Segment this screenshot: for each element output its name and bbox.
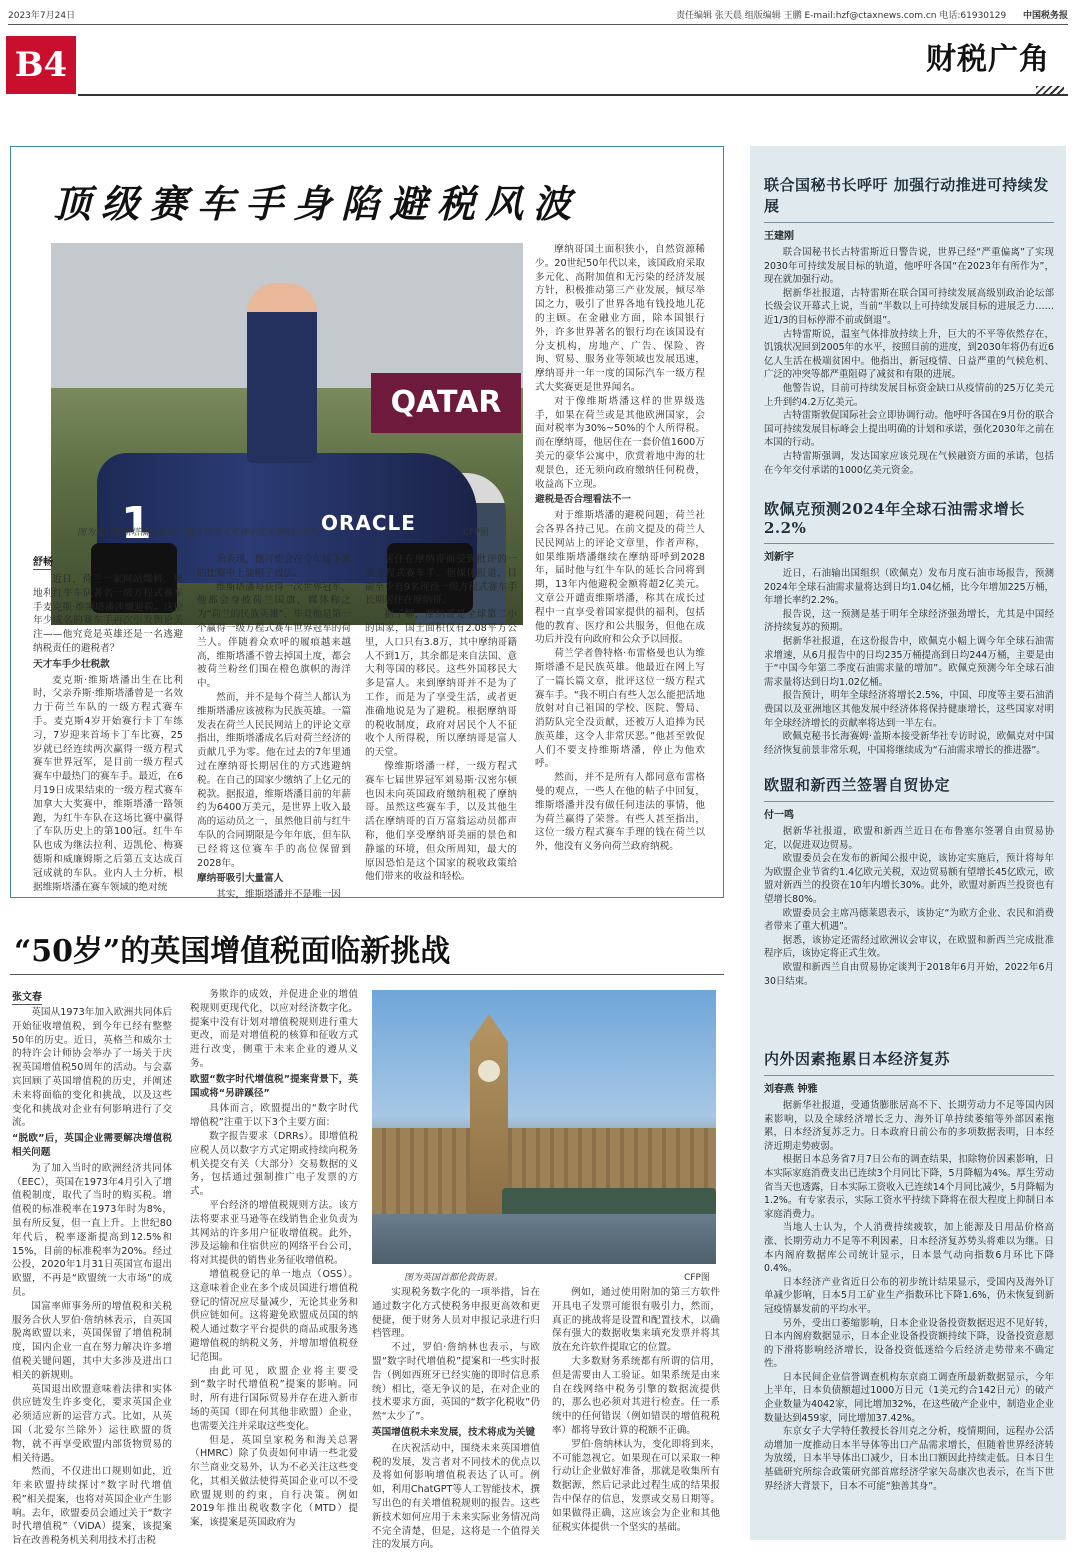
paragraph: 国富率师事务所的增值税和关税服务合伙人罗伯·詹纳林表示，自英国脱离欧盟以来，英国保留了增值税制度，国内企业一直在努力解决许多增值税关键问题，其中大多涉及进出口相关的新规则。 [12, 1300, 172, 1381]
lower-article-byline: 张文春 [12, 988, 42, 1005]
paragraph: 增值税登记的单一地点（OSS）。这意味着企业在多个成员国进行增值税登记的情况应尽量减少，无论其业务和供应链如何。这将避免欧盟成员国的纳税人通过数字平台提供的商品或服务逃避增值税的纳税义务，并增加增值税登记范围。 [190, 1268, 358, 1363]
sidebar-item-byline: 王建刚 [764, 231, 794, 242]
sidebar-item-eu-nz-fta [764, 774, 1054, 1034]
paragraph: 不过，罗伯·詹纳林也表示，与欧盟“数字时代增值税”提案和一些实时报告（例如西班牙已经实施的即时信息系统）相比，毫无争议的是，在对企业的技术要求方面，英国的“数字化税收”仍然“太少了”。 [372, 1342, 540, 1423]
lower-article-column-1 [12, 1006, 172, 1547]
sidebar-item-byline: 付一鸣 [764, 810, 794, 821]
paragraph: 维斯塔潘每获得一次世界冠军，他都会身披荷兰国旗，媒体称之为“荷兰的民族英雄”，毕竟他是第一个赢得一级方程式赛车世界冠军的荷兰人。伴随着众欢呼的履痕越来越高，维斯塔潘不曾去掉国土度，都会被荷兰粉丝们围在橙色旗帜的海洋中。 [197, 581, 351, 690]
paragraph: 居住在摩纳哥而受到批评的一级方程式赛车手。据媒体报道，目前至少有9名现役一级方程式赛车手长期居住在摩纳哥。 [365, 554, 517, 607]
photo-driver [247, 283, 317, 463]
paragraph: 然而，并不是所有人都同意布雷格曼的观点，一些人在他的帖子中回复，维斯塔潘并没有做任何违法的事情，他为荷兰赢得了荣誉。有些人甚至指出，这位一级方程式赛车手理的钱在荷兰以外，他没有义务向荷兰政府纳税。 [535, 772, 705, 853]
sidebar-item-title: 联合国秘书长呼吁 加强行动推进可持续发展 [764, 176, 1049, 215]
paragraph: 东京女子大学特任教授长谷川克之分析，疫情期间，远程办公活动增加一度推动日本半导体等出口产品需求增长，但随着世界经济转为放缓，日本半导体出口减少，日本出口额因此持续走低。日本日生基础研究所综合政策研究部首席经济学家矢岛康次也表示，在当下世界经济大背景下，日本不可能“独善其身”。 [764, 1426, 1054, 1492]
paragraph: 英国从1973年加入欧洲共同体后开始征收增值税，到今年已经有整整50年的历史。近日，英格兰和威尔士的特许会计师协会举办了一场关于庆祝英国增值税50周年的活动。与会嘉宾回顾了英国增值税的历史，并阐述未来将面临的变化和挑战，以及这些变化和挑战对企业有何影响进行了交流。 [12, 1007, 172, 1129]
paragraph: 他警告说，目前可持续发展目标资金缺口从疫情前的25万亿美元上升到约4.2万亿美元。 [764, 382, 1054, 408]
paragraph: 摩纳哥国土面积狭小，自然资源稀少。20世纪50年代以来，该国政府采取多元化、高附加值和无污染的经济发展方针，积极推动第三产业发展，倾尽举国之力，吸引了世界各地有钱投地儿花的主顾。在金融业方面，除本国银行外，许多世界著名的银行均在该国设有分支机构，房地产、广告、保险、咨询、贸易、服务业等领域也发展迅速，摩纳哥并一年一度的国际汽车一级方程式大奖赛更是世界闻名。 [535, 244, 705, 393]
sidebar-item-byline: 刘新宇 [764, 552, 794, 563]
photo-bridge [502, 1188, 716, 1216]
lower-article-rule [10, 974, 724, 975]
subheading: 摩纳哥吸引大量富人 [197, 873, 284, 885]
lower-article-column-4 [552, 1286, 720, 1542]
sidebar-item-body [764, 567, 1054, 783]
paragraph: 古特雷斯敦促国际社会立即协调行动。他呼吁各国在9月份的联合国可持续发展目标峰会上提出明确的计划和承诺，强化2030年之前在本国的行动。 [764, 410, 1054, 449]
sidebar-item-byline: 刘春燕 钟雅 [764, 1084, 818, 1095]
paragraph: 日本经济产业省近日公布的初步统计结果显示，受国内及海外订单减少影响，日本5月工矿业生产指数环比下降1.6%，仍未恢复到新冠疫情暴发前的平均水平。 [764, 1276, 1054, 1315]
paragraph: 古特雷斯强调，发达国家应该兑现在气候融资方面的承诺，包括在今年交付承诺的1000亿美元资金。 [764, 450, 1054, 476]
paragraph: 欧盟和新西兰自由贸易协定谈判于2018年6月开始，2022年6月30日结束。 [764, 961, 1054, 987]
sidebar-item-title: 内外因素拖累日本经济复苏 [764, 1050, 951, 1068]
paragraph: 麦克斯·维斯塔潘出生在比利时，父亲乔斯·维斯塔潘曾是一名效力于荷兰车队的一级方程式赛车手。麦克斯4岁开始赛行卡丁车练习，7岁迎来首场卡丁车比赛，25岁就已经连续两次赢得一级方程式赛车世界冠军，是目前一级方程式赛车中最热门的赛车手。最近，在6月19日成果结束的一级方程式赛车加拿大大奖赛中，维斯塔潘一路领跑，为红牛车队在这场比赛中赢得了车队历史上的第100冠。红牛车队也成为继法拉利、迈凯伦、梅赛德斯和威廉姆斯之后第五支达成百冠成就的车队。业内人士分析，根据维斯塔潘在赛车领域的绝对统 [33, 674, 184, 893]
main-article-byline: 舒畅 [33, 553, 53, 570]
paragraph: 当地人士认为，个人消费持续疲软，加上能源及日用品价格高涨、长期劳动力不足等不利因素，日本经济复苏势头将难以为继。日本内阁府数据库公司统计显示，日本景气动向指数6月环比下降0.4%。 [764, 1222, 1054, 1275]
paragraph: 例如，通过使用附加的第三方软件开具电子发票可能很有吸引力，然而，真正的挑战将是设置和配置技术，以确保有强大的数据收集来填充发票并将其放在允许软件提取它的位置。 [552, 1287, 720, 1354]
page-header [8, 8, 1068, 22]
main-article-column-4 [535, 243, 705, 893]
sidebar-item-japan-economy [764, 1048, 1054, 1532]
paragraph: 对于像维斯塔潘这样的世界级选手，如果在荷兰或是其他欧洲国家，会面对税率为30%~50%的个人所得税。而在摩纳哥，他居住在一套价值1600万美元的豪华公寓中，欣赏着地中海的壮观景色，还无须向政府缴纳任何税费，收益高下立现。 [535, 395, 705, 490]
paragraph: 据新华社报道，在这份报告中，欧佩克小幅上调今年全球石油需求增速，从6月报告中的日均235万桶提高到日均244万桶，主要是由于“中国今年第二季度石油需求量的增加”。欧佩克预测今年全球石油需求量将达到日均1.02亿桶。 [764, 635, 1054, 688]
paragraph: 为了加入当时的欧洲经济共同体（EEC），英国在1973年4月引入了增值税制度，取代了当时的购买税。增值税的标准税率在1973年时为8%，虽有所反复，但一直上升。上世纪80年代后，税率逐渐提高到12.5%和15%，目前的标准税率为20%。经过公投，2020年1月31日英国宣布退出欧盟，不再是“欧盟统一大市场”的成员。 [12, 1162, 172, 1298]
paragraph: 大多数财务系统都有所谓的信用，但是需要由人工验证。如果系统是由来自在线网络中税务引擎的数据流提供的，那么也必须对其进行检查。任一系统中的任何错误（例如错误的增值税税率）都将导致计算的税额不正确。 [552, 1355, 720, 1436]
paragraph: 但是，英国皇家税务和海关总署（HMRC）除了负责如何申请一些北爱尔兰商业交易外，认为不必关注这些变化，其相关做法使得英国企业可以不受欧盟规则的约束，自行决策。例如2019年推出税收数字化（MTD）提案，该提案是英国政府为 [190, 1434, 358, 1529]
sidebar-item-title: 欧盟和新西兰签署自贸协定 [764, 776, 951, 794]
subheading: “脱欧”后，英国企业需要解决增值税相关问题 [12, 1133, 172, 1158]
paragraph: 平台经济的增值税规则方法。该方法将要求亚马逊等在线销售企业负责为其网站的许多用户征收增值税。此外，涉及运输和住宿供应的网络平台公司，将对其提供的销售业务征收增值税。 [190, 1199, 358, 1267]
photo-river [372, 1214, 716, 1264]
paragraph: 近日，石油输出国组织（欧佩克）发布月度石油市场报告，预测2024年全球石油需求量将达到日均1.04亿桶，比今年增加225万桶，年增长率约2.2%。 [764, 568, 1054, 607]
section-rule [78, 94, 1068, 96]
issue-date: 2023年7月24日 [8, 11, 76, 21]
photo-clock-tower [470, 1014, 508, 1214]
lower-article-column-2 [190, 988, 358, 1542]
sidebar-item-rule [764, 222, 1054, 223]
paragraph: 荷兰学者鲁特格·布雷格曼也认为维斯塔潘不是民族英雄。他最近在网上写了一篇长篇文章，批评这位一级方程式赛车手。“我不明白有些人怎么能把活地放射对自己祖国的学校、医院、警局、消防队完全没贡献，还被万人追捧为民族英雄，这令人非常厌恶。”他甚至敦促人们不要支持维斯塔潘，停止为他欢呼。 [535, 648, 705, 770]
paragraph: 据了解，摩纳哥是全球第二小的国家，国土面积仅有2.08平方公里，人口只有3.8万，其中摩纳哥籍人不到1万，其余都是来自法国、意大利等国的移民。这些外国移民大多是富人。来到摩纳哥并不是为了工作，而是为了享受生活，或者更准确地说是为了避税。根据摩纳哥的税收制度，政府对居民个人不征收个人所得税，所以摩纳哥是富人的天堂。 [365, 609, 517, 759]
news-sidebar [750, 146, 1066, 1540]
header-rule [8, 24, 1068, 25]
publication-name: 中国税务报 [1022, 11, 1068, 21]
sidebar-item-body [764, 825, 1054, 1039]
paragraph: 据新华社报道，欧盟和新西兰近日在布鲁塞尔签署自由贸易协定，以促进双边贸易。 [764, 826, 1054, 851]
main-article-title: 顶级赛车手身陷避税风波 [53, 181, 582, 226]
main-photo-caption: 图为近日维斯塔潘在英国一级方程式大奖赛中迎来第6站夺冠。 [77, 528, 326, 538]
paragraph: 据新华社报道，受通货膨胀居高不下、长期劳动力不足等国内因素影响，以及全球经济增长乏力、海外订单持续萎缩等外部因素拖累，日本经济复苏乏力。日本政府日前公布的多项数据表明，日本经济近期走势疲弱。 [764, 1100, 1054, 1152]
paragraph: 对于维斯塔潘的避税问题，荷兰社会各界各持己见。在前文提及的荷兰人民民网站上的评论文章里，作者声称，如果维斯塔潘继续在摩纳哥呼到2028年，届时他与红牛车队的延长合同将到期，13年内他避税金额将超2亿美元。文章公开谴责维斯塔潘，称其在成长过程中一直享受着国家提供的福利，包括他的教育、医疗和公共服务，但他在成功后并没有向政府和公众予以回报。 [535, 510, 705, 646]
paragraph: 古特雷斯说，温室气体排放持续上升，巨大的不平等依然存在，饥饿状况回到2005年的水平，按照目前的进度，到2030年将仍有近6亿人生活在极端贫困中。他指出，新冠疫情、日益严重的气候危机、广泛的冲突等都严重阻碍了减贫和有限的进展。 [764, 328, 1054, 381]
photo-clock-face [478, 1060, 500, 1082]
paragraph: 像维斯塔潘一样，一级方程式赛车七届世界冠军刘易斯·汉密尔顿也因未向英国政府缴纳租税了摩纳哥。虽然这些赛车手，以及其他生活在摩纳哥的百万富翁运动员都声称，他们享受摩纳哥美丽的景色和静谧的环境，但众所周知，最大的原因恐怕是这个国家的税收政策给他们带来的收益和轻松。 [365, 760, 517, 883]
paragraph: 日本民间企业信誉调查机构东京商工调查所最新数据显示，今年上半年，日本负债额超过1000万日元（1美元约合142日元）的破产企业数量为4042家，同比增加32%，在这些破产企业中，制造业企业数量达到459家，同比增加37.42%。 [764, 1371, 1054, 1424]
lower-photo-credit: CFP图 [684, 1273, 710, 1283]
photo-car-brand: ORACLE [321, 511, 416, 535]
photo-car-number: 1 [121, 498, 152, 549]
paragraph: 实现税务数字化的一项举措，旨在通过数字化方式使税务申报更高效和更便捷，便于财务人员对申报记录进行归档管理。 [372, 1287, 540, 1340]
subheading: 英国增值税未来发展，技术将成为关键 [372, 1426, 536, 1438]
sidebar-item-rule [764, 801, 1054, 802]
paragraph: 由此可见，欧盟企业将主要受到“数字时代增值税”提案的影响。同时，所有进行国际贸易并存在进入新市场的英国（即在何其他非欧盟）企业，也需要关注并采取这些变化。 [190, 1365, 358, 1432]
paragraph: 然而，并不是每个荷兰人都认为维斯塔潘应该被称为民族英雄。一篇发表在荷兰人民民网站上的评论文章指出，维斯塔潘成名后对荷兰经济的贡献几乎为零。他在过去的7年里通过在摩纳哥长期居住的方式逃避纳税。在自己的国家少缴纳了上亿元的税款。据报道，维斯塔潘目前的年薪约为6400万美元，是世界上收入最高的运动员之一，虽然他目前与红牛车队的合同期限是今年年底，但车队已经将这位赛车手的高位保留到2028年。 [197, 691, 351, 869]
paragraph: 务欺诈的成效，并促进企业的增值税规则更现代化，以应对经济数字化。提案中没有计划对增值税规则进行重大更改，而是对增值税的核算和征收方式进行改变，侧重于未来企业的遵从义务。 [190, 989, 358, 1069]
paragraph: 近日，荷兰一家网站爆料，奥地利红牛车队著名一级方程式赛车手麦克斯·维斯塔潘涉嫌避税。这位年少成名的赛车手再次引发舆论关注——他究竟是英雄还是一名逃避纳税责任的避税者？ [33, 574, 183, 654]
editor-info: 责任编辑 张天晨 组版编辑 王鹏 E-mail:hzf@ctaxnews.com.cn 电话:61930129 [676, 11, 1007, 21]
paragraph: 英国退出欧盟意味着法律和实体供应链发生许多变化，要求英国企业必须适应新的运营方式。比如，从英国（北爱尔兰除外）运往欧盟的货物，就不再享受欧盟内部货物贸易的相关待遇。 [12, 1383, 172, 1464]
paragraph: 治表现，他可能会在今年接下来的比赛中上演帽子戏法。 [197, 554, 351, 579]
paragraph: 欧盟委员会主席冯德莱恩表示，该协定“为欧方企业、农民和消费者带来了重大机遇”。 [764, 907, 1054, 933]
sidebar-item-opec-forecast [764, 498, 1054, 760]
paragraph: 在庆祝活动中，围绕未来英国增值税的发展，发言者对不同技术的优点以及将如何影响增值税表达了认可。例如，利用ChatGPT等人工智能技术，撰写出色的有关增值税规则的报告。这些新技术如何应用于未来实际业务情况尚不完全清楚，但是，这将是一个值得关注的发展方向。 [372, 1442, 540, 1551]
main-article-column-1 [33, 573, 183, 893]
paragraph: 据新华社报道，古特雷斯在联合国可持续发展高级别政治论坛部长级会议开幕式上说，当前“半数以上可持续发展目标的进展乏力……近1/3的目标停滞不前或倒退”。 [764, 287, 1054, 326]
paragraph: 报告预计，明年全球经济将增长2.5%，中国、印度等主要石油消费国以及亚洲地区其他发展中经济体将保持健康增长，这些国家对明年全球经济增长的贡献率将达到一半左右。 [764, 690, 1054, 729]
paragraph: 欧佩克秘书长海赛姆·盖斯本接受新华社专访时说，欧佩克对中国经济恢复前景非常乐观，中国将继续成为“石油需求增长的推进器”。 [764, 731, 1054, 756]
paragraph: 具体而言，欧盟提出的“数字时代增值税”注重于以下3个主要方面： [190, 1103, 358, 1129]
paragraph: 数字报告要求（DRRs）。即增值税应税人员以数字方式定期或持续向税务机关提交有关（大部分）交易数据的义务，包括通过强制推广电子发票的方式。 [190, 1130, 358, 1198]
lower-photo-caption: 图为英国首都伦敦街景。 [404, 1273, 504, 1283]
paragraph: 另外，受出口萎缩影响，日本企业设备投资数据迟迟不见好转，日本内阁府数据显示，日本企业设备投资额持续下降，设备投资意愿的下滑将影响经济增长，设备投资低迷给今后经济走势带来不确定性。 [764, 1317, 1054, 1370]
paragraph: 据悉，该协定还需经过欧洲议会审议，在欧盟和新西兰完成批准程序后，该协定将正式生效。 [764, 934, 1054, 960]
paragraph: 欧盟委员会在发布的新闻公报中说，该协定实施后，预计将每年为欧盟企业节省约1.4亿欧元关税，双边贸易额有望增长45亿欧元，欧盟对新西兰的投资在10年内增长30%。此外，欧盟对新西兰投资也有望增长80%。 [764, 853, 1054, 905]
sidebar-item-title: 欧佩克预测2024年全球石油需求增长2.2% [764, 500, 1025, 537]
paragraph: 其实，维斯塔潘并不是唯一因 [216, 889, 341, 901]
main-article-column-2 [197, 553, 351, 901]
main-article-column-3 [365, 553, 517, 893]
photo-sponsor-sign: QATAR [371, 373, 521, 433]
lower-article-title: “50岁”的英国增值税面临新挑战 [14, 934, 451, 969]
subheading: 天才车手少壮税款 [33, 658, 110, 670]
paragraph: 然而，不仅进出口规则如此，近年来欧盟持续探讨“数字时代增值税”相关提案，也将对英国企业产生影响。去年，欧盟委员会通过关于“数字时代增值税”（ViDA）提案，该提案旨在改善税务机关利用技术打击税 [12, 1466, 172, 1547]
page-number-badge: B4 [6, 36, 76, 94]
subheading: 欧盟“数字时代增值税”提案背景下，英国或将“另辟蹊径” [190, 1073, 358, 1099]
paragraph: 根据日本总务省7月7日公布的调查结果，扣除物价因素影响，日本实际家庭消费支出已连续3个月同比下降，5月降幅为4%。厚生劳动省当天也透露，日本实际工资收入已连续14个月同比减少，5月降幅为1.2%。有专家表示，实际工资水平持续下降将在很大程度上抑制日本家庭消费力。 [764, 1154, 1054, 1220]
paragraph: 报告说，这一预测是基于明年全球经济强劲增长，尤其是中国经济持续复苏的预期。 [764, 608, 1054, 634]
london-photo [372, 990, 716, 1264]
main-photo-credit: CFP图 [463, 528, 489, 538]
subheading: 避税是否合理看法不一 [535, 494, 631, 506]
sidebar-item-rule [764, 543, 1054, 544]
sidebar-item-body [764, 1099, 1054, 1537]
lower-article-column-3 [372, 1286, 540, 1551]
section-hatch-decoration [1036, 86, 1064, 96]
main-article-box [10, 146, 724, 901]
sidebar-item-body [764, 246, 1054, 518]
sidebar-item-rule [764, 1075, 1054, 1076]
paragraph: 联合国秘书长古特雷斯近日警告说，世界已经“严重偏离”了实现2030年可持续发展目标的轨道，他呼吁各国“在2023年有所作为”，现在就加强行动。 [764, 247, 1054, 286]
paragraph: 罗伯·詹纳林认为，变化即将到来，不可能忽视它。如果现在可以采取一种行动让企业做好准备，那就是收集所有数据源，然后记录此过程生成的结果报告中保存的信息，发票或交易日期等。如果做得正确，这应该会为企业和其他征税实体提供一个坚实的基础。 [552, 1438, 720, 1533]
sidebar-item-un-sustainability [764, 174, 1054, 494]
section-title: 财税广角 [926, 42, 1050, 77]
